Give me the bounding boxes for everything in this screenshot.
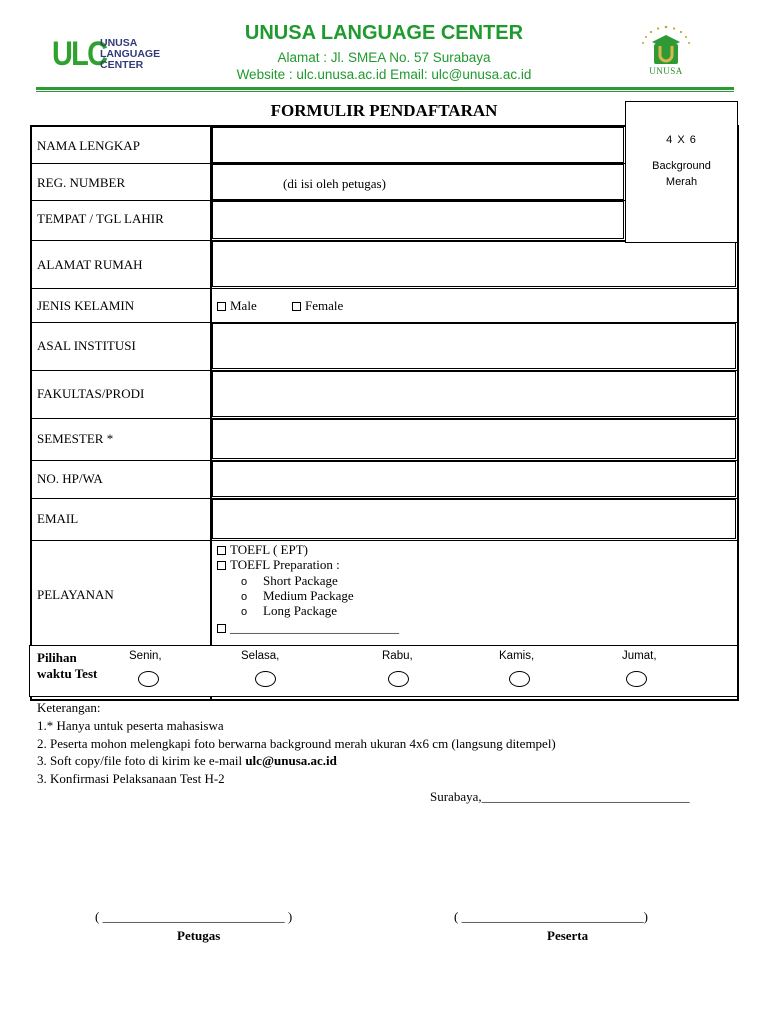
ttl-field[interactable] bbox=[212, 201, 624, 239]
signature-name-peserta: Peserta bbox=[547, 928, 589, 943]
reg-note: (di isi oleh petugas) bbox=[283, 176, 386, 191]
nama-field[interactable] bbox=[212, 127, 624, 163]
reg-number-field[interactable] bbox=[212, 164, 624, 200]
radio-selasa[interactable] bbox=[255, 671, 276, 687]
label-ttl: TEMPAT / TGL LAHIR bbox=[37, 211, 164, 226]
label-nama: NAMA LENGKAP bbox=[37, 138, 140, 153]
signature-place-date: Surabaya,________________________________ bbox=[430, 789, 690, 804]
radio-jumat[interactable] bbox=[626, 671, 647, 687]
fakultas-field[interactable] bbox=[212, 371, 736, 417]
alamat-field[interactable] bbox=[212, 241, 736, 287]
photo-placeholder bbox=[625, 101, 738, 243]
note-2: 2. Peserta mohon melengkapi foto berwarna background merah ukuran 4x6 cm (langsung ditempel) bbox=[37, 736, 556, 751]
day-senin: Senin, bbox=[129, 650, 162, 662]
label-hp: NO. HP/WA bbox=[37, 471, 103, 486]
checkbox-icon[interactable] bbox=[217, 302, 226, 311]
checkbox-icon[interactable] bbox=[217, 624, 226, 633]
label-reg: REG. NUMBER bbox=[37, 175, 126, 190]
unusa-logo-text: UNUSA bbox=[649, 66, 683, 76]
row-divider bbox=[30, 288, 739, 289]
photo-background-note: Background Merah bbox=[652, 160, 711, 188]
prep-short-package[interactable]: o Short Package bbox=[241, 573, 338, 588]
signature-name-petugas: Petugas bbox=[177, 928, 221, 943]
prep-long-package[interactable]: o Long Package bbox=[241, 603, 338, 618]
note-1: 1.* Hanya untuk peserta mahasiswa bbox=[37, 718, 224, 733]
header-address: Alamat : Jl. SMEA No. 57 Surabaya bbox=[277, 50, 491, 65]
bullet-icon: o bbox=[241, 591, 248, 603]
radio-senin[interactable] bbox=[138, 671, 159, 687]
gender-male-option[interactable]: Male bbox=[217, 298, 257, 314]
label-email: EMAIL bbox=[37, 511, 79, 526]
bullet-icon: o bbox=[241, 576, 248, 588]
email-field[interactable] bbox=[212, 499, 736, 539]
waktu-test-label: Pilihan waktu Test bbox=[37, 650, 98, 681]
note-3-email: ulc@unusa.ac.id bbox=[245, 753, 337, 768]
checkbox-icon[interactable] bbox=[292, 302, 301, 311]
radio-rabu[interactable] bbox=[388, 671, 409, 687]
day-kamis: Kamis, bbox=[499, 650, 535, 662]
row-divider bbox=[30, 540, 739, 541]
pelayanan-other-option[interactable]: __________________________ bbox=[217, 620, 399, 636]
header-title: UNUSA LANGUAGE CENTER bbox=[244, 22, 524, 44]
day-rabu: Rabu, bbox=[382, 650, 413, 662]
label-jenis-kelamin: JENIS KELAMIN bbox=[37, 298, 135, 313]
signature-line-petugas: ( ____________________________ ) bbox=[95, 909, 293, 924]
prep-medium-package[interactable]: o Medium Package bbox=[241, 588, 354, 603]
label-asal: ASAL INSTITUSI bbox=[37, 338, 136, 353]
pelayanan-prep-option[interactable]: TOEFL Preparation : bbox=[217, 557, 340, 573]
header-website: Website : ulc.unusa.ac.id Email: ulc@unusa.ac.id bbox=[236, 67, 532, 82]
header-rule-thin bbox=[36, 91, 734, 92]
checkbox-icon[interactable] bbox=[217, 561, 226, 570]
hp-field[interactable] bbox=[212, 461, 736, 497]
label-alamat: ALAMAT RUMAH bbox=[37, 257, 143, 272]
signature-line-peserta: ( ____________________________) bbox=[454, 909, 648, 924]
form-title: FORMULIR PENDAFTARAN bbox=[270, 101, 498, 120]
asal-field[interactable] bbox=[212, 323, 736, 369]
ulc-logo-words: UNUSA LANGUAGE CENTER bbox=[100, 37, 161, 71]
label-pelayanan: PELAYANAN bbox=[37, 587, 114, 602]
header-rule bbox=[36, 87, 734, 90]
note-3: 3. Soft copy/file foto di kirim ke e-mail ulc@unusa.ac.id bbox=[37, 753, 337, 768]
ulc-logo-letters: ULC bbox=[52, 35, 107, 73]
unusa-logo bbox=[634, 24, 698, 80]
bullet-icon: o bbox=[241, 606, 248, 618]
gender-female-option[interactable]: Female bbox=[292, 298, 343, 314]
label-semester: SEMESTER * bbox=[37, 431, 114, 446]
checkbox-icon[interactable] bbox=[217, 546, 226, 555]
day-selasa: Selasa, bbox=[241, 650, 280, 662]
pelayanan-toefl-option[interactable]: TOEFL ( EPT) bbox=[217, 542, 308, 558]
note-4: 3. Konfirmasi Pelaksanaan Test H-2 bbox=[37, 771, 225, 786]
semester-field[interactable] bbox=[212, 419, 736, 459]
day-jumat: Jumat, bbox=[622, 650, 657, 662]
photo-size-label: 4 X 6 bbox=[666, 134, 697, 146]
radio-kamis[interactable] bbox=[509, 671, 530, 687]
label-fakultas: FAKULTAS/PRODI bbox=[37, 386, 145, 401]
unusa-emblem-icon bbox=[634, 24, 698, 68]
notes-heading: Keterangan: bbox=[37, 700, 101, 715]
